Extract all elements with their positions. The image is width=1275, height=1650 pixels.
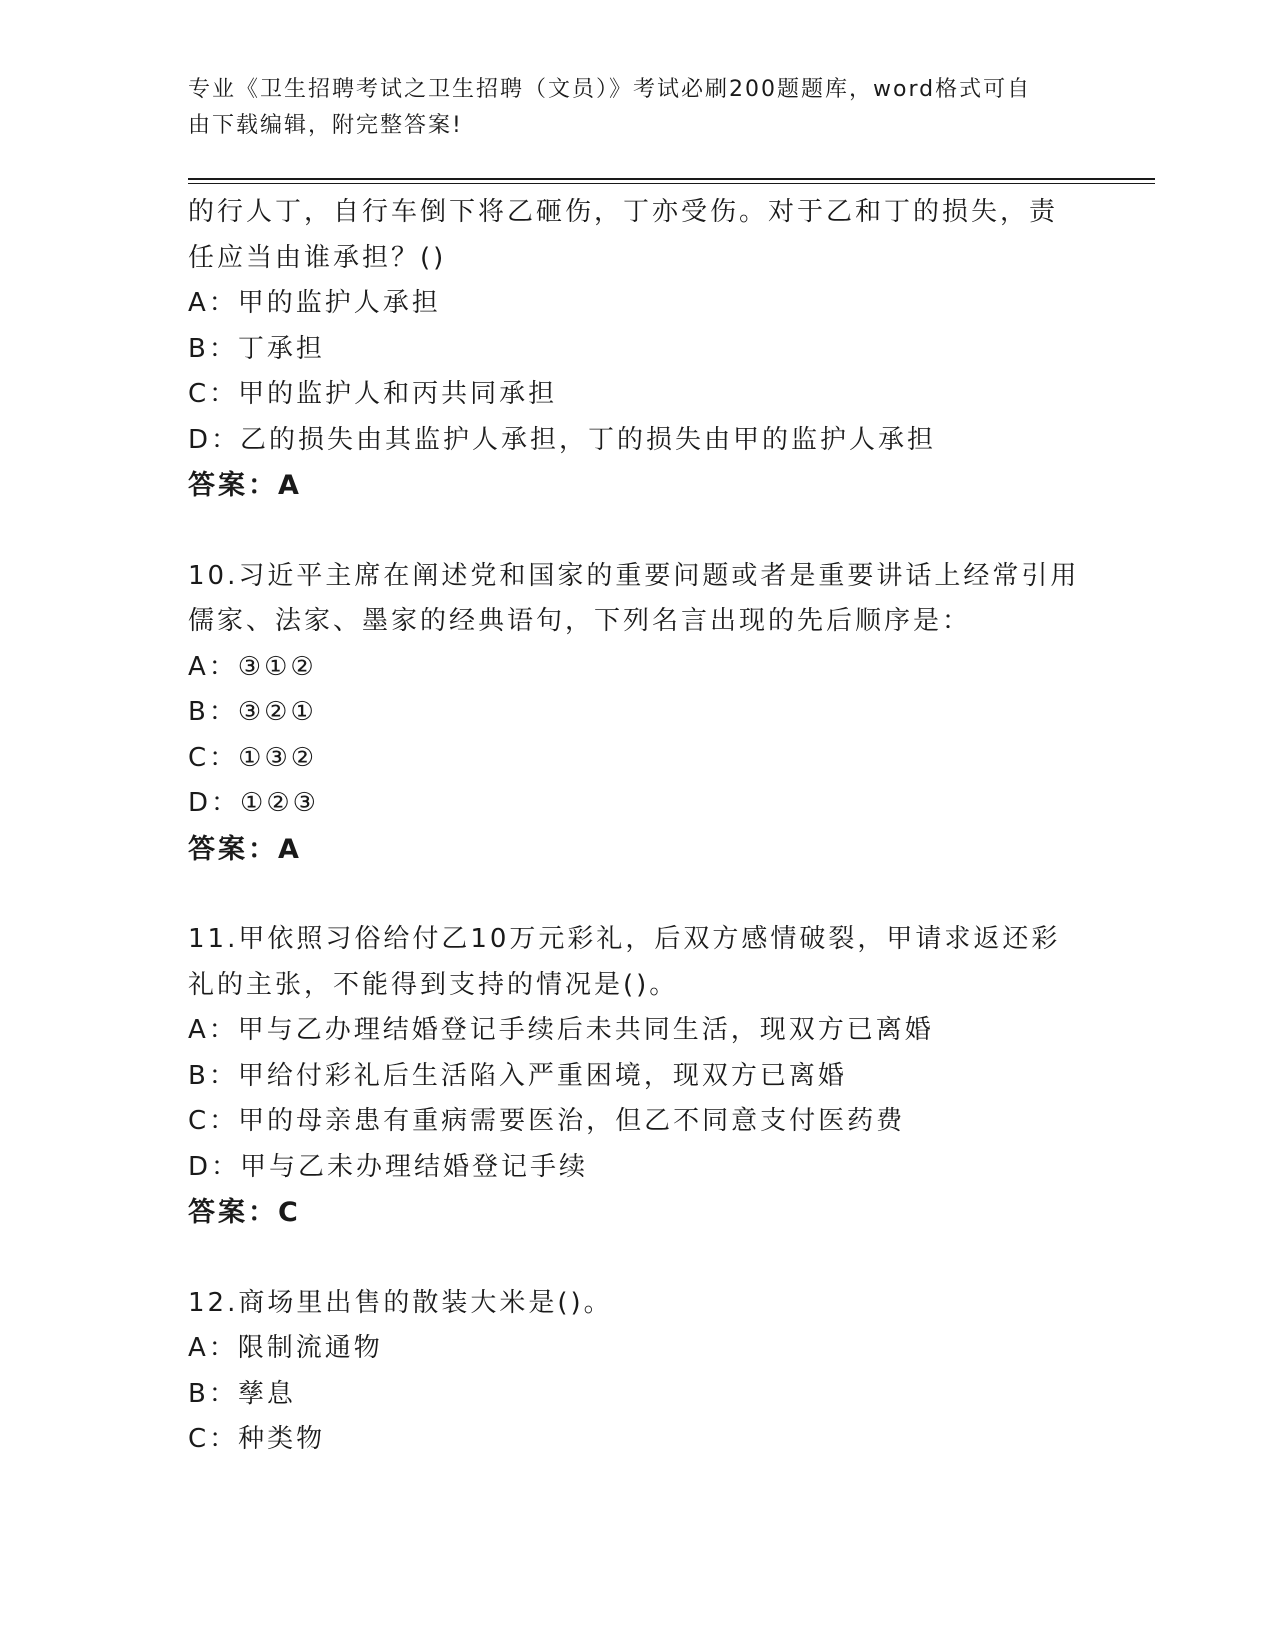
question-stem-line: 的行人丁，自行车倒下将乙砸伤，丁亦受伤。对于乙和丁的损失，责 xyxy=(188,197,1059,227)
answer-label: 答案：C xyxy=(188,1197,301,1228)
option-d: D：甲与乙未办理结婚登记手续 xyxy=(188,1151,589,1182)
option-a: A：甲的监护人承担 xyxy=(188,288,441,318)
question-list xyxy=(188,190,1088,1463)
question-10 xyxy=(188,554,1088,873)
option-c: C：种类物 xyxy=(188,1424,326,1454)
question-11 xyxy=(188,917,1088,1236)
question-12 xyxy=(188,1281,1088,1463)
header-divider xyxy=(188,178,1155,184)
question-stem-line: 12.商场里出售的散装大米是()。 xyxy=(188,1287,613,1318)
question-stem-line: 任应当由谁承担？() xyxy=(188,242,447,273)
option-a: A：甲与乙办理结婚登记手续后未共同生活，现双方已离婚 xyxy=(188,1015,934,1045)
option-a: A：③①② xyxy=(188,651,317,682)
header-title-line-2: 由下载编辑，附完整答案! xyxy=(188,113,463,138)
option-d: D：乙的损失由其监护人承担，丁的损失由甲的监护人承担 xyxy=(188,424,937,455)
answer-label: 答案：A xyxy=(188,833,302,865)
question-stem-line: 11.甲依照习俗给付乙10万元彩礼，后双方感情破裂，甲请求返还彩 xyxy=(188,924,1061,954)
option-c: C：甲的母亲患有重病需要医治，但乙不同意支付医药费 xyxy=(188,1106,906,1136)
option-d: D：①②③ xyxy=(188,788,319,818)
option-b: B：甲给付彩礼后生活陷入严重困境，现双方已离婚 xyxy=(188,1060,847,1091)
answer-label: 答案：A xyxy=(188,470,302,501)
question-stem-line: 10.习近平主席在阐述党和国家的重要问题或者是重要讲话上经常引用 xyxy=(188,560,1080,591)
header-title-line-1: 专业《卫生招聘考试之卫生招聘（文员）》考试必刷200题题库，word格式可自 xyxy=(188,77,1032,102)
page-header xyxy=(188,72,1068,144)
question-9 xyxy=(188,190,1088,509)
option-b: B：孳息 xyxy=(188,1378,296,1409)
option-a: A：限制流通物 xyxy=(188,1333,383,1363)
option-b: B：③②① xyxy=(188,697,317,727)
question-stem-line: 儒家、法家、墨家的经典语句，下列名言出现的先后顺序是： xyxy=(188,606,972,636)
option-b: B：丁承担 xyxy=(188,333,325,364)
question-stem-line: 礼的主张，不能得到支持的情况是()。 xyxy=(188,969,679,1000)
option-c: C：①③② xyxy=(188,742,318,773)
option-c: C：甲的监护人和丙共同承担 xyxy=(188,379,558,409)
